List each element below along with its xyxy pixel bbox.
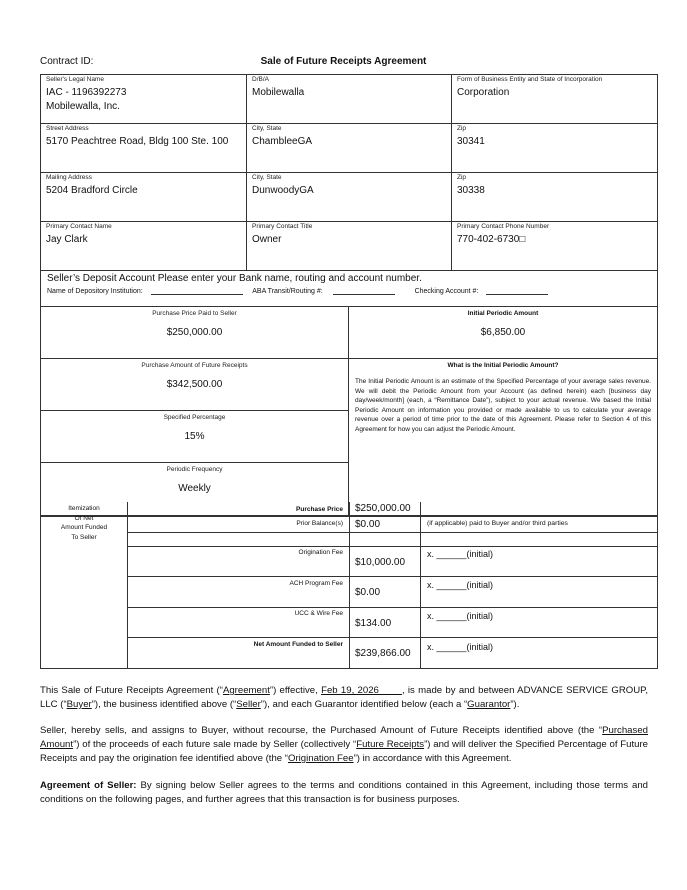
specified-pct-value[interactable]: 15% (184, 431, 205, 442)
purchase-amount-label: Purchase Amount of Future Receipts (141, 362, 248, 369)
institution-input[interactable] (151, 287, 243, 295)
itemization-table (40, 502, 658, 669)
divider (127, 546, 658, 547)
divider (127, 516, 658, 517)
field-label: D/B/A (252, 76, 269, 83)
text: ”), and each Guarantor identified below (each a “ (260, 699, 468, 710)
purchase-price-box (41, 310, 348, 359)
entity-form-cell (452, 75, 657, 123)
seller-legal-name[interactable]: IAC - 1196392273 Mobilewalla, Inc. (46, 87, 127, 112)
seller-row-legal (41, 75, 657, 124)
item-ach-value[interactable]: $0.00 (355, 587, 381, 598)
contact-name-value[interactable]: Jay Clark (46, 234, 88, 245)
explanation-text: The Initial Periodic Amount is an estimate of the Specified Percentage of your average sales revenue. We will debit the Periodic Amount from your Account (as defined herein) each [business day day/week/month] (each, a “Remittance Date”), subject to your actual revenue. We based the Initial Periodic Amount on information you provided or made available to us to calculate your average revenue over a period of time prior to the date of this Agreement. Please refer to Section 4 of this Agreement for how you can adjust the Periodic Amount. (355, 378, 651, 433)
field-label: Form of Business Entity and State of Incorporation (457, 76, 603, 83)
effective-date[interactable]: Feb 19, 2026 (321, 685, 402, 696)
field-label: Seller's Legal Name (46, 76, 104, 83)
deposit-title: Seller’s Deposit Account Please enter your Bank name, routing and account number. (47, 273, 422, 284)
divider (420, 502, 421, 668)
mailing-zip-cell (452, 173, 657, 221)
term-origination-fee: Origination Fee (288, 753, 354, 764)
text: ”) of the proceeds of each future sale made by Seller (collectively “ (73, 739, 357, 750)
item-ach-label: ACH Program Fee (289, 580, 343, 587)
deposit-account-section (41, 271, 657, 307)
seller-row-contact (41, 222, 657, 271)
dba-value[interactable]: Mobilewalla (252, 87, 305, 98)
checking-label: Checking Account #: (414, 288, 479, 295)
purchase-amount-value[interactable]: $342,500.00 (166, 379, 223, 390)
specified-pct-label: Specified Percentage (163, 414, 226, 421)
term-purchased-amount: Purchased Amount (40, 725, 648, 750)
text: ”), the business identified above (“ (91, 699, 237, 710)
term-agreement: Agreement (222, 685, 270, 696)
explanation-box (349, 362, 657, 434)
item-prior-label: Prior Balance(s) (296, 520, 343, 527)
divider (349, 502, 350, 668)
zip-cell (452, 124, 657, 172)
divider (127, 637, 658, 638)
divider (127, 607, 658, 608)
street-value[interactable]: 5170 Peachtree Road, Bldg 100 Ste. 100 (46, 136, 229, 147)
term-buyer: Buyer (66, 699, 92, 710)
item-ucc-initial[interactable]: x. ______(initial) (427, 611, 494, 621)
term-future-receipts: Future Receipts (356, 739, 425, 750)
field-label: Primary Contact Phone Number (457, 223, 550, 230)
initial-amount-value[interactable]: $6,850.00 (480, 327, 526, 338)
field-label: Mailing Address (46, 174, 92, 181)
checking-input[interactable] (486, 287, 548, 295)
term-seller: Seller (236, 699, 261, 710)
contact-phone-cell (452, 222, 657, 270)
divider (127, 532, 658, 533)
term-guarantor: Guarantor (467, 699, 511, 710)
contract-id-label: Contract ID: (40, 56, 94, 67)
terms-left-column (41, 307, 349, 515)
contact-phone-value[interactable]: 770-402-6730□ (457, 234, 526, 245)
what-is-label: What is the Initial Periodic Amount? (447, 362, 559, 369)
text: ”) in accordance with this Agreement. (353, 753, 512, 764)
page-title: Sale of Future Receipts Agreement (260, 56, 427, 67)
deposit-fields (47, 287, 651, 295)
divider (127, 502, 128, 668)
item-orig-label: Origination Fee (298, 549, 343, 556)
initial-amount-label: Initial Periodic Amount (467, 310, 539, 317)
field-label: City, State (252, 125, 282, 132)
text: , is made by and between ADVANCE SERVICE GROUP, LLC (“ (40, 685, 648, 710)
mailing-zip-value[interactable]: 30338 (457, 185, 485, 196)
frequency-value[interactable]: Weekly (178, 483, 211, 494)
field-label: Zip (457, 174, 467, 181)
institution-label: Name of Depository Institution: (47, 288, 143, 295)
initial-amount-box (349, 310, 657, 359)
contact-name-cell (41, 222, 247, 270)
item-orig-value[interactable]: $10,000.00 (355, 557, 406, 568)
seller-info-grid (40, 74, 658, 517)
seller-legal-name-cell (41, 75, 247, 123)
text: ”) and will deliver the Specified Percentage of Future Receipts and pay the origination fee identified above (the “ (40, 739, 649, 764)
mailing-value[interactable]: 5204 Bradford Circle (46, 185, 138, 196)
field-label: Primary Contact Name (46, 223, 112, 230)
mailing-city-value[interactable]: DunwoodyGA (252, 185, 314, 196)
entity-form-value[interactable]: Corporation (457, 87, 510, 98)
itemization-label: Itemization Of Net Amount Funded To Seller (60, 505, 108, 541)
text: Seller, hereby sells, and assigns to Buyer, without recourse, the Purchased Amount of Future Receipts identified above (the “ (40, 725, 603, 736)
item-purchase-price-value[interactable]: $250,000.00 (355, 503, 411, 514)
city-cell (247, 124, 452, 172)
agreement-paragraph (40, 684, 648, 712)
terms-section (41, 307, 657, 516)
field-label: City, State (252, 174, 282, 181)
field-label: Street Address (46, 125, 89, 132)
purchase-price-label: Purchase Price Paid to Seller (152, 310, 237, 317)
city-value[interactable]: ChambleeGA (252, 136, 313, 147)
divider (127, 576, 658, 577)
item-prior-value[interactable]: $0.00 (355, 519, 381, 530)
item-net-initial[interactable]: x. ______(initial) (427, 642, 494, 652)
text: ”). (510, 699, 520, 710)
contact-title-value[interactable]: Owner (252, 234, 282, 245)
item-ucc-value[interactable]: $134.00 (355, 618, 392, 629)
frequency-label: Periodic Frequency (166, 466, 223, 473)
street-cell (41, 124, 247, 172)
item-prior-note: (if applicable) paid to Buyer and/or third parties (427, 520, 568, 527)
item-ach-initial[interactable]: x. ______(initial) (427, 580, 494, 590)
text: This Sale of Future Receipts Agreement (“ (40, 685, 223, 696)
item-purchase-price-label: Purchase Price (296, 506, 343, 513)
zip-value[interactable]: 30341 (457, 136, 485, 147)
item-ucc-label: UCC & Wire Fee (294, 610, 343, 617)
purchase-price-value[interactable]: $250,000.00 (166, 327, 223, 338)
contact-title-cell (247, 222, 452, 270)
text: ”) effective, (269, 685, 322, 696)
item-orig-initial[interactable]: x. ______(initial) (427, 549, 494, 559)
field-label: Primary Contact Title (252, 223, 313, 230)
sale-paragraph (40, 724, 648, 766)
item-net-value[interactable]: $239,866.00 (355, 648, 411, 659)
item-net-label: Net Amount Funded to Seller (253, 641, 343, 648)
seller-agreement-paragraph (40, 779, 648, 807)
purchase-amount-box (41, 362, 348, 411)
seller-agreement-heading: Agreement of Seller: (40, 780, 137, 791)
specified-pct-box (41, 414, 348, 463)
seller-row-mailing (41, 173, 657, 222)
routing-label: ABA Transit/Routing #: (252, 288, 323, 295)
routing-input[interactable] (333, 287, 395, 295)
dba-cell (247, 75, 452, 123)
terms-right-column (349, 307, 657, 515)
mailing-cell (41, 173, 247, 221)
text: By signing below Seller agrees to the terms and conditions contained in this Agreement, including those terms and conditions on the following pages, and further agrees that this transaction is for business purposes. (40, 780, 648, 805)
field-label: Zip (457, 125, 467, 132)
seller-row-street (41, 124, 657, 173)
mailing-city-cell (247, 173, 452, 221)
